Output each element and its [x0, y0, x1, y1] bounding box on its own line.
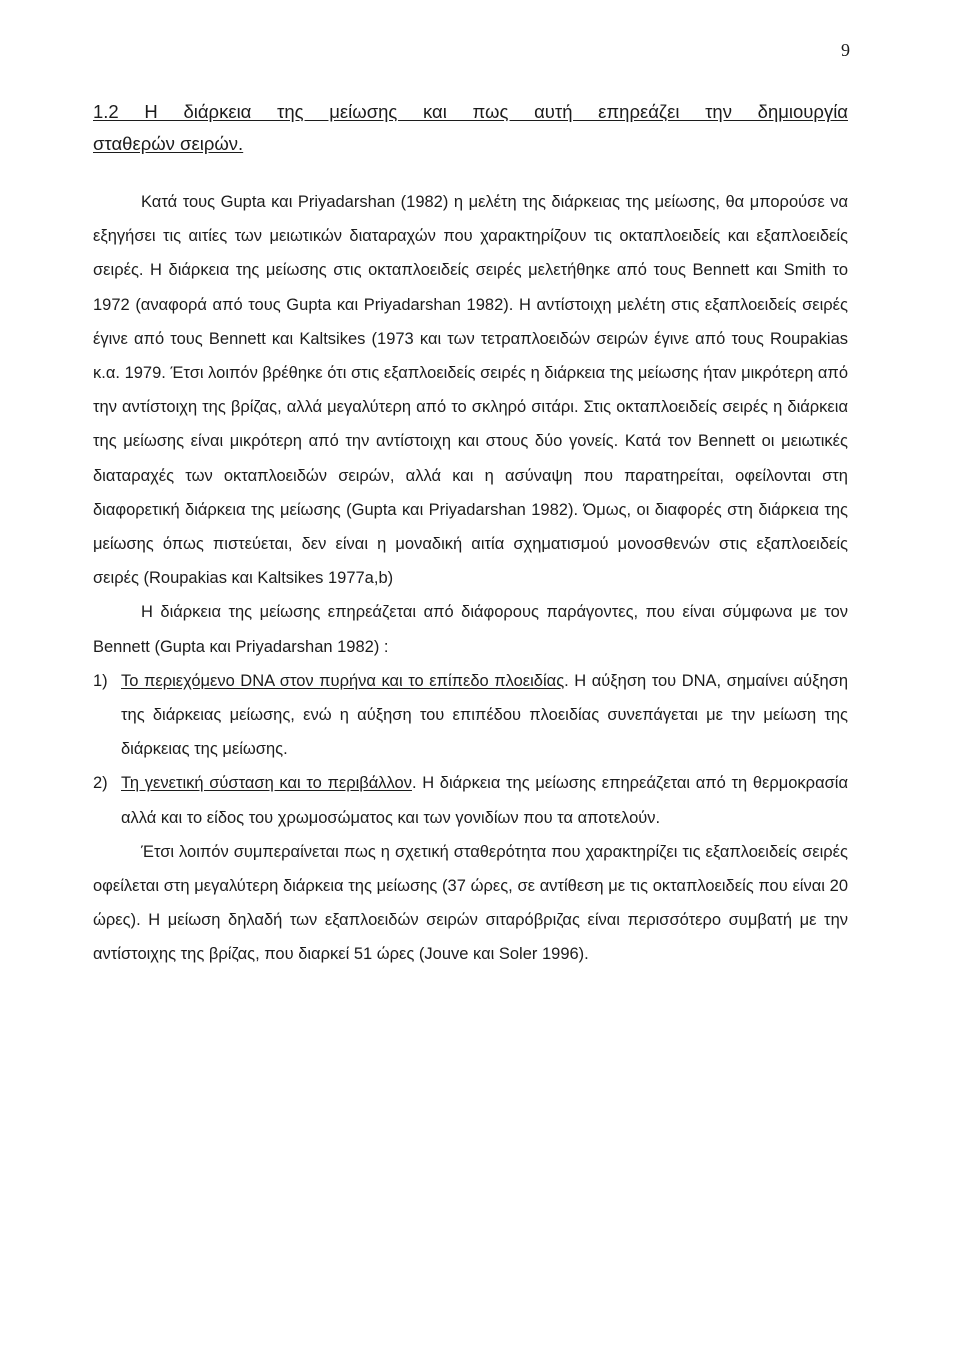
section-heading-line-2: σταθερών σειρών. — [93, 133, 244, 154]
list-item-1-number: 1) — [93, 671, 108, 690]
list-item-2-text: . Η διάρκεια της μείωσης επηρεάζεται από τη θερμοκρασία αλλά και το είδος του χρωμοσώματος και των γονιδίων που τα αποτελούν. — [121, 774, 848, 827]
list-item-2-number: 2) — [93, 774, 108, 793]
paragraph-2: Η διάρκεια της μείωσης επηρεάζεται από διάφορους παράγοντες, που είναι σύμφωνα με τον Bennett (Gupta και Priyadarshan 1982) : — [93, 603, 848, 656]
list-item-2 — [93, 766, 848, 834]
section-heading-line-1: 1.2 Η διάρκεια της μείωσης και πως αυτή επηρεάζει την δημιουργία — [93, 101, 848, 122]
document-body — [93, 96, 848, 972]
list-item-2-title: Τη γενετική σύσταση και το περιβάλλον — [121, 774, 412, 793]
list-item-1-title: Το περιεχόμενο DNA στον πυρήνα και το επίπεδο πλοειδίας — [121, 671, 565, 690]
list-item-1-text: . Η αύξηση του DNA, σημαίνει αύξηση της διάρκειας μείωσης, ενώ η αύξηση του επιπέδου πλοειδίας συνεπάγεται με την μείωση της διάρκειας της μείωσης. — [121, 671, 848, 759]
page-number: 9 — [841, 40, 850, 60]
paragraph-3: Έτσι λοιπόν συμπεραίνεται πως η σχετική σταθερότητα που χαρακτηρίζει τις εξαπλοειδείς σειρές οφείλεται στη μεγαλύτερη διάρκεια της μείωσης (37 ώρες, σε αντίθεση με τις οκταπλοειδείς που είναι 20 ώρες). Η μείωση δηλαδή των εξαπλοειδών σειρών σιταρόβριζας είναι περισσότερο συμβατή με την αντίστοιχης της βρίζας, που διαρκεί 51 ώρες (Jouve και Soler 1996). — [93, 842, 848, 964]
section-heading — [93, 96, 848, 160]
list-item-1 — [93, 664, 848, 767]
paragraph-1: Κατά τους Gupta και Priyadarshan (1982) η μελέτη της διάρκειας της μείωσης, θα μπορούσε να εξηγήσει τις αιτίες των μειωτικών διαταραχών που χαρακτηρίζουν τις οκταπλοειδείς και εξαπλοειδείς σειρές. Η διάρκεια της μείωσης στις οκταπλοειδείς σειρές μελετήθηκε από τους Bennett και Smith το 1972 (αναφορά από τους Gupta και Priyadarshan 1982). Η αντίστοιχη μελέτη στις εξαπλοειδείς σειρές έγινε από τους Bennett και Kaltsikes (1973 και των τετραπλοειδών σειρών έγινε από τους Roupakias κ.α. 1979. Έτσι λοιπόν βρέθηκε ότι στις εξαπλοειδείς σειρές η διάρκεια της μείωσης ήταν μικρότερη από την αντίστοιχη της βρίζας, αλλά μεγαλύτερη από το σκληρό σιτάρι. Στις οκταπλοειδείς σειρές η διάρκεια της μείωσης είναι μικρότερη από την αντίστοιχη και στους δύο γονείς. Κατά τον Bennett οι μειωτικές διαταραχές των οκταπλοειδών σειρών, αλλά και η ασύναψη που παρατηρείται, οφείλονται στη διαφορετική διάρκεια της μείωσης (Gupta και Priyadarshan 1982). Όμως, οι διαφορές στη διάρκεια της μείωσης όπως πιστεύεται, δεν είναι η μοναδική αιτία σχηματισμού μονοσθενών στις εξαπλοειδείς σειρές (Roupakias και Kaltsikes 1977a,b) — [93, 193, 848, 588]
